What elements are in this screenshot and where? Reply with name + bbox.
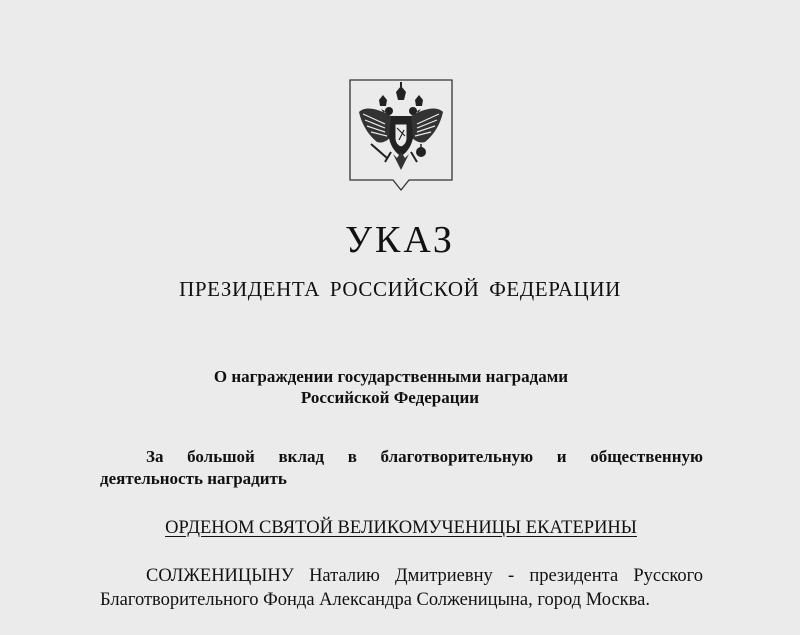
decree-subtitle: ПРЕЗИДЕНТА РОССИЙСКОЙ ФЕДЕРАЦИИ	[179, 277, 621, 301]
award-name	[0, 516, 800, 540]
decree-paragraph-1	[100, 446, 703, 490]
decree-title: УКАЗ	[345, 219, 455, 261]
paragraph-1-line-2: деятельность наградить	[100, 469, 287, 488]
decree-heading-line1: О награждении государственными наградами	[213, 367, 569, 386]
decree-heading-line2: Российской Федерации	[300, 388, 480, 407]
decree-paragraph-2	[100, 564, 703, 612]
coat-of-arms-emblem	[347, 78, 455, 196]
paragraph-1-line-1: За большой вклад в благотворительную и общественную	[146, 447, 703, 466]
decree-heading	[0, 366, 800, 408]
paragraph-2-line-2: Благотворительного Фонда Александра Солженицына, город Москва.	[100, 590, 650, 610]
paragraph-2-line-1: СОЛЖЕНИЦЫНУ Наталию Дмитриевну - президента Русского	[146, 566, 703, 586]
russian-coat-of-arms-icon	[347, 78, 455, 196]
award-name-text: ОРДЕНОМ СВЯТОЙ ВЕЛИКОМУЧЕНИЦЫ ЕКАТЕРИНЫ	[165, 518, 637, 538]
